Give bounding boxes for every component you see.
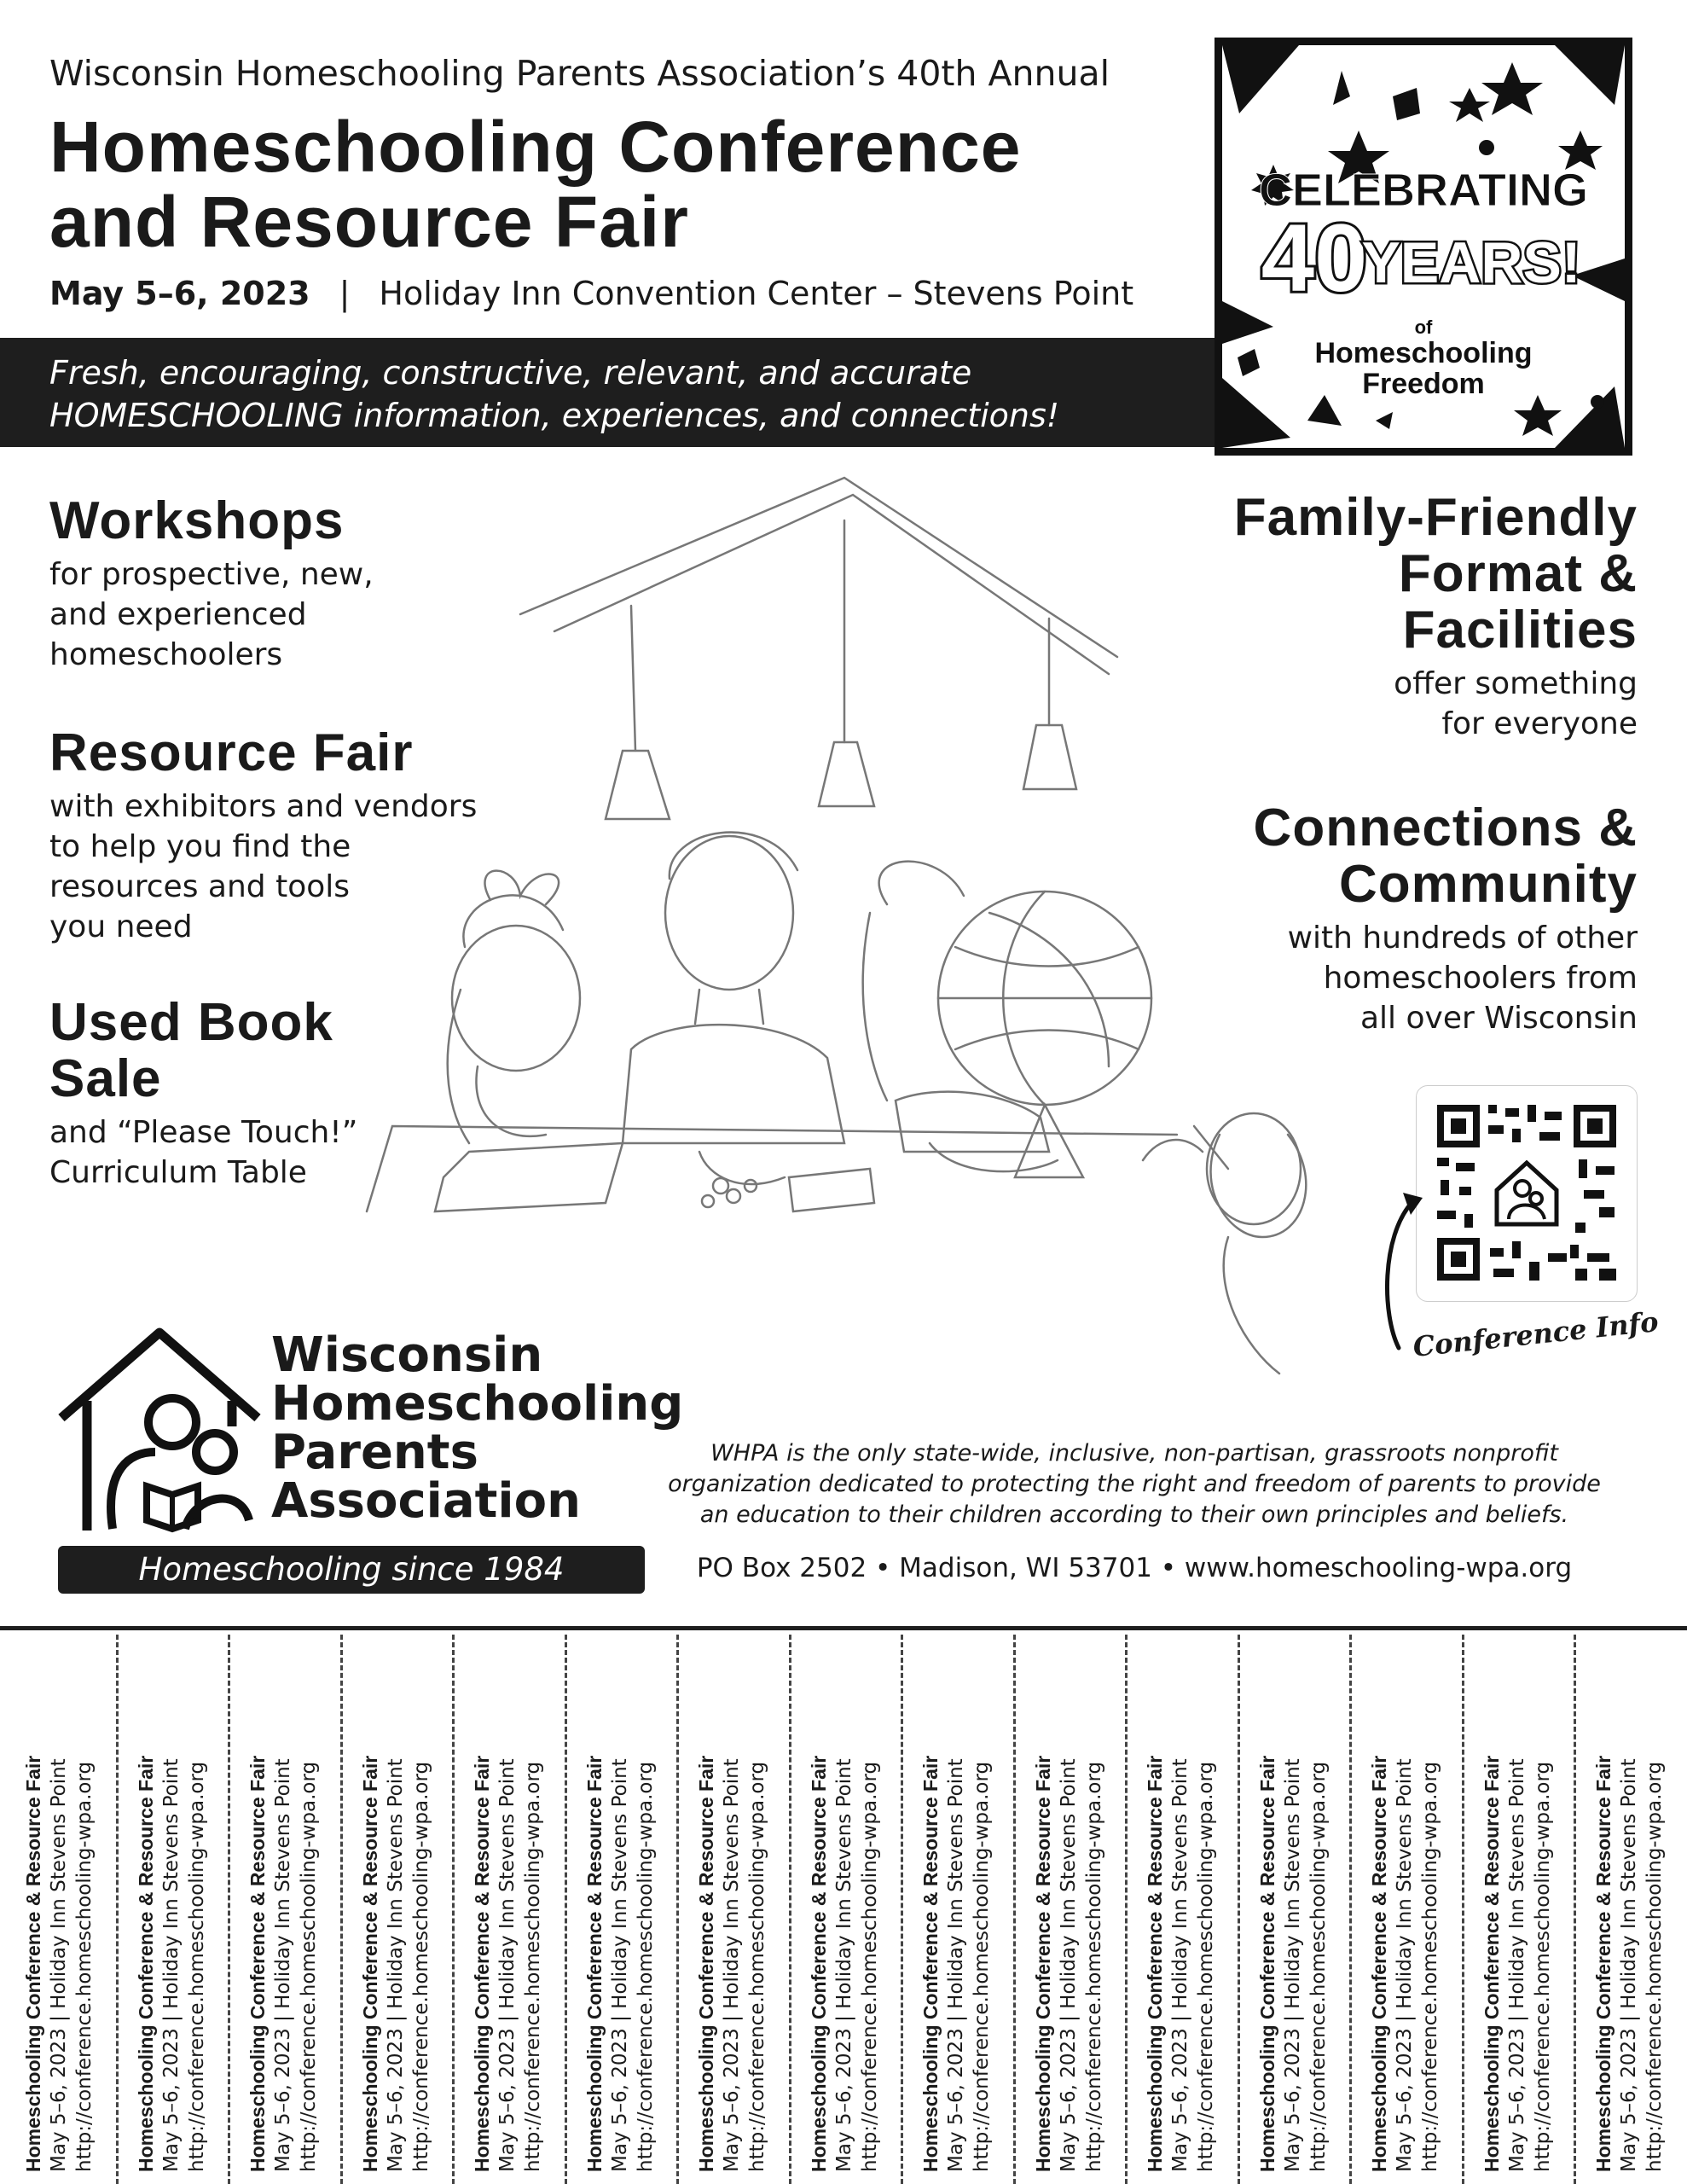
feature-text-line: with exhibitors and vendors <box>49 789 478 824</box>
tearoff-divider <box>1125 1635 1128 2184</box>
tearoff-tab[interactable] <box>1239 1631 1350 2184</box>
tearoff-tab[interactable] <box>1127 1631 1238 2184</box>
tagline-line-2: HOMESCHOOLING information, experiences, and connections! <box>49 397 1060 434</box>
feature-heading <box>49 995 357 1107</box>
feature-workshops <box>49 493 374 675</box>
tearoff-line2: May 5–6, 2023 | Holiday Inn Stevens Point <box>272 1758 294 2172</box>
tearoff-tab-text <box>909 1633 1020 2179</box>
tearoff-divider <box>676 1635 679 2184</box>
tearoff-line3: http://conference.homeschooling-wpa.org <box>634 1761 657 2172</box>
tearoff-line2: May 5–6, 2023 | Holiday Inn Stevens Point <box>1394 1758 1416 2172</box>
tearoff-line2: May 5–6, 2023 | Holiday Inn Stevens Point <box>1505 1758 1528 2172</box>
tearoff-divider <box>452 1635 455 2184</box>
feature-text-line: resources and tools <box>49 869 351 904</box>
tearoff-tab-text <box>1582 1633 1687 2179</box>
tagline-bar <box>0 338 1245 447</box>
tearoff-line3: http://conference.homeschooling-wpa.org <box>298 1761 320 2172</box>
tearoff-line1: Homeschooling Conference & Resource Fair <box>1480 1755 1503 2172</box>
org-name-line: Parents <box>271 1425 478 1480</box>
tearoff-tab[interactable] <box>902 1631 1013 2184</box>
feature-text-line: to help you find the <box>49 829 351 864</box>
tearoff-divider <box>228 1635 230 2184</box>
date-separator: | <box>339 275 351 312</box>
feature-text-line: homeschoolers <box>49 637 283 672</box>
feature-text-line: for everyone <box>1441 706 1638 741</box>
tearoff-tab[interactable] <box>1015 1631 1126 2184</box>
tearoff-line3: http://conference.homeschooling-wpa.org <box>858 1761 881 2172</box>
tearoff-line3: http://conference.homeschooling-wpa.org <box>185 1761 208 2172</box>
mission-statement <box>665 1438 1603 1531</box>
mission-line: WHPA is the only state-wide, inclusive, non-partisan, grassroots nonprofit <box>710 1440 1558 1467</box>
tearoff-line1: Homeschooling Conference & Resource Fair <box>919 1755 942 2172</box>
feature-heading-line: Connections & <box>1253 799 1638 857</box>
anniversary-badge <box>1215 38 1632 456</box>
tearoff-divider <box>1349 1635 1352 2184</box>
tearoff-tab[interactable] <box>118 1631 229 2184</box>
tearoff-divider <box>1574 1635 1576 2184</box>
feature-text <box>49 555 374 675</box>
tearoff-tab-text <box>1022 1633 1133 2179</box>
tearoff-tab[interactable] <box>1464 1631 1574 2184</box>
tearoff-line3: http://conference.homeschooling-wpa.org <box>73 1761 96 2172</box>
tearoff-line1: Homeschooling Conference & Resource Fair <box>1592 1755 1615 2172</box>
tearoff-tab-text <box>1133 1633 1244 2179</box>
feature-heading-line: Format & <box>1398 544 1638 603</box>
tearoff-line3: http://conference.homeschooling-wpa.org <box>1307 1761 1330 2172</box>
badge-years: YEARS! <box>1361 230 1581 295</box>
tearoff-divider <box>901 1635 903 2184</box>
tearoff-line1: Homeschooling Conference & Resource Fair <box>1368 1755 1390 2172</box>
tearoff-tab-text <box>797 1633 908 2179</box>
mission-line: organization dedicated to protecting the right and freedom of parents to provide <box>668 1471 1601 1497</box>
tearoff-tab[interactable] <box>566 1631 677 2184</box>
tagline-text <box>49 351 1059 437</box>
event-venue: Holiday Inn Convention Center – Stevens Point <box>379 275 1134 312</box>
tearoff-tab-text <box>573 1633 684 2179</box>
tearoff-tab-text <box>125 1633 235 2179</box>
tearoff-line2: May 5–6, 2023 | Holiday Inn Stevens Point <box>1281 1758 1304 2172</box>
tearoff-line2: May 5–6, 2023 | Holiday Inn Stevens Point <box>159 1758 183 2172</box>
tearoff-line3: http://conference.homeschooling-wpa.org <box>522 1761 544 2172</box>
feature-text-line: with hundreds of other <box>1287 921 1638 956</box>
whpa-logo-icon <box>53 1324 266 1537</box>
tearoff-line1: Homeschooling Conference & Resource Fair <box>1031 1755 1054 2172</box>
header-eyebrow: Wisconsin Homeschooling Parents Association’s 40th Annual <box>49 53 1110 94</box>
tearoff-tab[interactable] <box>678 1631 789 2184</box>
tearoff-line2: May 5–6, 2023 | Holiday Inn Stevens Point <box>1169 1758 1191 2172</box>
tearoff-divider <box>565 1635 567 2184</box>
tearoff-tab[interactable] <box>1351 1631 1462 2184</box>
feature-text-line: and “Please Touch!” <box>49 1115 358 1150</box>
org-address[interactable]: PO Box 2502 • Madison, WI 53701 • www.homeschooling-wpa.org <box>696 1553 1573 1583</box>
dateline <box>49 275 1133 312</box>
tearoff-line1: Homeschooling Conference & Resource Fair <box>471 1755 493 2172</box>
feature-text-line: Curriculum Table <box>49 1155 307 1190</box>
feature-text-line: for prospective, new, <box>49 557 374 592</box>
feature-used-book-sale <box>49 995 357 1193</box>
badge-of: of <box>1414 317 1433 338</box>
tearoff-line1: Homeschooling Conference & Resource Fair <box>583 1755 606 2172</box>
badge-homeschooling: Homeschooling <box>1314 337 1533 369</box>
tearoff-tab-text <box>236 1633 347 2179</box>
feature-heading: Resource Fair <box>49 723 414 782</box>
title-line-1: Homeschooling Conference <box>49 107 1022 187</box>
tearoff-line1: Homeschooling Conference & Resource Fair <box>1144 1755 1166 2172</box>
qr-code[interactable] <box>1417 1086 1637 1301</box>
feature-text <box>49 1112 357 1193</box>
tearoff-line3: http://conference.homeschooling-wpa.org <box>1082 1761 1105 2172</box>
feature-heading-line: Community <box>1339 855 1638 914</box>
tearoff-divider <box>116 1635 119 2184</box>
tearoff-line3: http://conference.homeschooling-wpa.org <box>1531 1761 1554 2172</box>
tearoff-line2: May 5–6, 2023 | Holiday Inn Stevens Point <box>384 1758 407 2172</box>
badge-art <box>1222 45 1625 448</box>
tearoff-divider <box>1013 1635 1016 2184</box>
feature-text-line: and experienced <box>49 597 307 632</box>
tagline-line-1: Fresh, encouraging, constructive, relevant, and accurate <box>49 354 972 392</box>
tearoff-line3: http://conference.homeschooling-wpa.org <box>1644 1761 1666 2172</box>
tearoff-tab[interactable] <box>5 1631 116 2184</box>
tearoff-divider <box>789 1635 791 2184</box>
feature-heading-line: Sale <box>49 1049 162 1108</box>
tearoff-line3: http://conference.homeschooling-wpa.org <box>1195 1761 1217 2172</box>
children-globe-illustration <box>341 469 1348 1391</box>
tearoff-line2: May 5–6, 2023 | Holiday Inn Stevens Point <box>608 1758 631 2172</box>
tearoff-line2: May 5–6, 2023 | Holiday Inn Stevens Point <box>1618 1758 1640 2172</box>
tearoff-divider <box>1238 1635 1240 2184</box>
org-name <box>271 1327 684 1529</box>
mission-line: an education to their children according to their own principles and beliefs. <box>699 1502 1569 1528</box>
badge-number: 40 <box>1261 205 1368 311</box>
tearoff-divider <box>340 1635 343 2184</box>
tearoff-line1: Homeschooling Conference & Resource Fair <box>1255 1755 1278 2172</box>
feature-heading: Workshops <box>49 491 345 550</box>
tearoff-tab[interactable] <box>791 1631 901 2184</box>
org-name-line: Association <box>271 1473 581 1529</box>
feature-heading-line: Family-Friendly <box>1233 488 1638 547</box>
tearoff-tab-text <box>461 1633 571 2179</box>
org-name-line: Homeschooling <box>271 1376 684 1432</box>
tearoff-tab-text <box>12 1633 123 2179</box>
tearoff-tab[interactable] <box>342 1631 453 2184</box>
since-badge: Homeschooling since 1984 <box>58 1546 645 1594</box>
tearoff-line1: Homeschooling Conference & Resource Fair <box>134 1755 157 2172</box>
title-line-2: and Resource Fair <box>49 182 689 262</box>
tearoff-line3: http://conference.homeschooling-wpa.org <box>971 1761 993 2172</box>
feature-text-line: offer something <box>1394 666 1638 701</box>
qr-caption: Conference Info <box>1411 1304 1661 1364</box>
tearoff-line1: Homeschooling Conference & Resource Fair <box>807 1755 830 2172</box>
tearoff-tab[interactable] <box>229 1631 340 2184</box>
tearoff-line3: http://conference.homeschooling-wpa.org <box>1419 1761 1441 2172</box>
tearoff-tab-text <box>349 1633 460 2179</box>
tearoff-line2: May 5–6, 2023 | Holiday Inn Stevens Point <box>1057 1758 1080 2172</box>
tearoff-divider <box>1462 1635 1464 2184</box>
badge-freedom: Freedom <box>1362 368 1485 400</box>
tearoff-line1: Homeschooling Conference & Resource Fair <box>246 1755 269 2172</box>
tearoff-line1: Homeschooling Conference & Resource Fair <box>358 1755 381 2172</box>
feature-heading-line: Used Book <box>49 993 333 1052</box>
feature-heading-line: Facilities <box>1402 601 1638 659</box>
tearoff-line2: May 5–6, 2023 | Holiday Inn Stevens Point <box>832 1758 855 2172</box>
tearoff-line1: Homeschooling Conference & Resource Fair <box>695 1755 717 2172</box>
org-name-line: Wisconsin <box>271 1327 543 1383</box>
tearoff-line3: http://conference.homeschooling-wpa.org <box>409 1761 432 2172</box>
tearoff-tab-text <box>1246 1633 1357 2179</box>
tearoff-line2: May 5–6, 2023 | Holiday Inn Stevens Point <box>945 1758 967 2172</box>
feature-text-line: you need <box>49 909 193 944</box>
tearoff-line1: Homeschooling Conference & Resource Fair <box>22 1755 44 2172</box>
feature-text-line: homeschoolers from <box>1323 961 1638 996</box>
tearoff-line2: May 5–6, 2023 | Holiday Inn Stevens Point <box>496 1758 519 2172</box>
tearoff-rule <box>0 1626 1687 1630</box>
feature-text-line: all over Wisconsin <box>1359 1001 1638 1036</box>
tearoff-tab-text <box>1358 1633 1469 2179</box>
tearoff-line3: http://conference.homeschooling-wpa.org <box>746 1761 768 2172</box>
page-title <box>49 107 1184 262</box>
tearoff-tab[interactable] <box>454 1631 565 2184</box>
event-date: May 5–6, 2023 <box>49 275 310 312</box>
badge-celebrating: CELEBRATING <box>1259 165 1588 216</box>
tearoff-line2: May 5–6, 2023 | Holiday Inn Stevens Point <box>48 1758 70 2172</box>
tearoff-line2: May 5–6, 2023 | Holiday Inn Stevens Point <box>721 1758 743 2172</box>
tearoff-tab-text <box>685 1633 796 2179</box>
tearoff-tab-text <box>1470 1633 1581 2179</box>
tearoff-tab[interactable] <box>1575 1631 1686 2184</box>
qr-code-card[interactable] <box>1416 1085 1638 1302</box>
